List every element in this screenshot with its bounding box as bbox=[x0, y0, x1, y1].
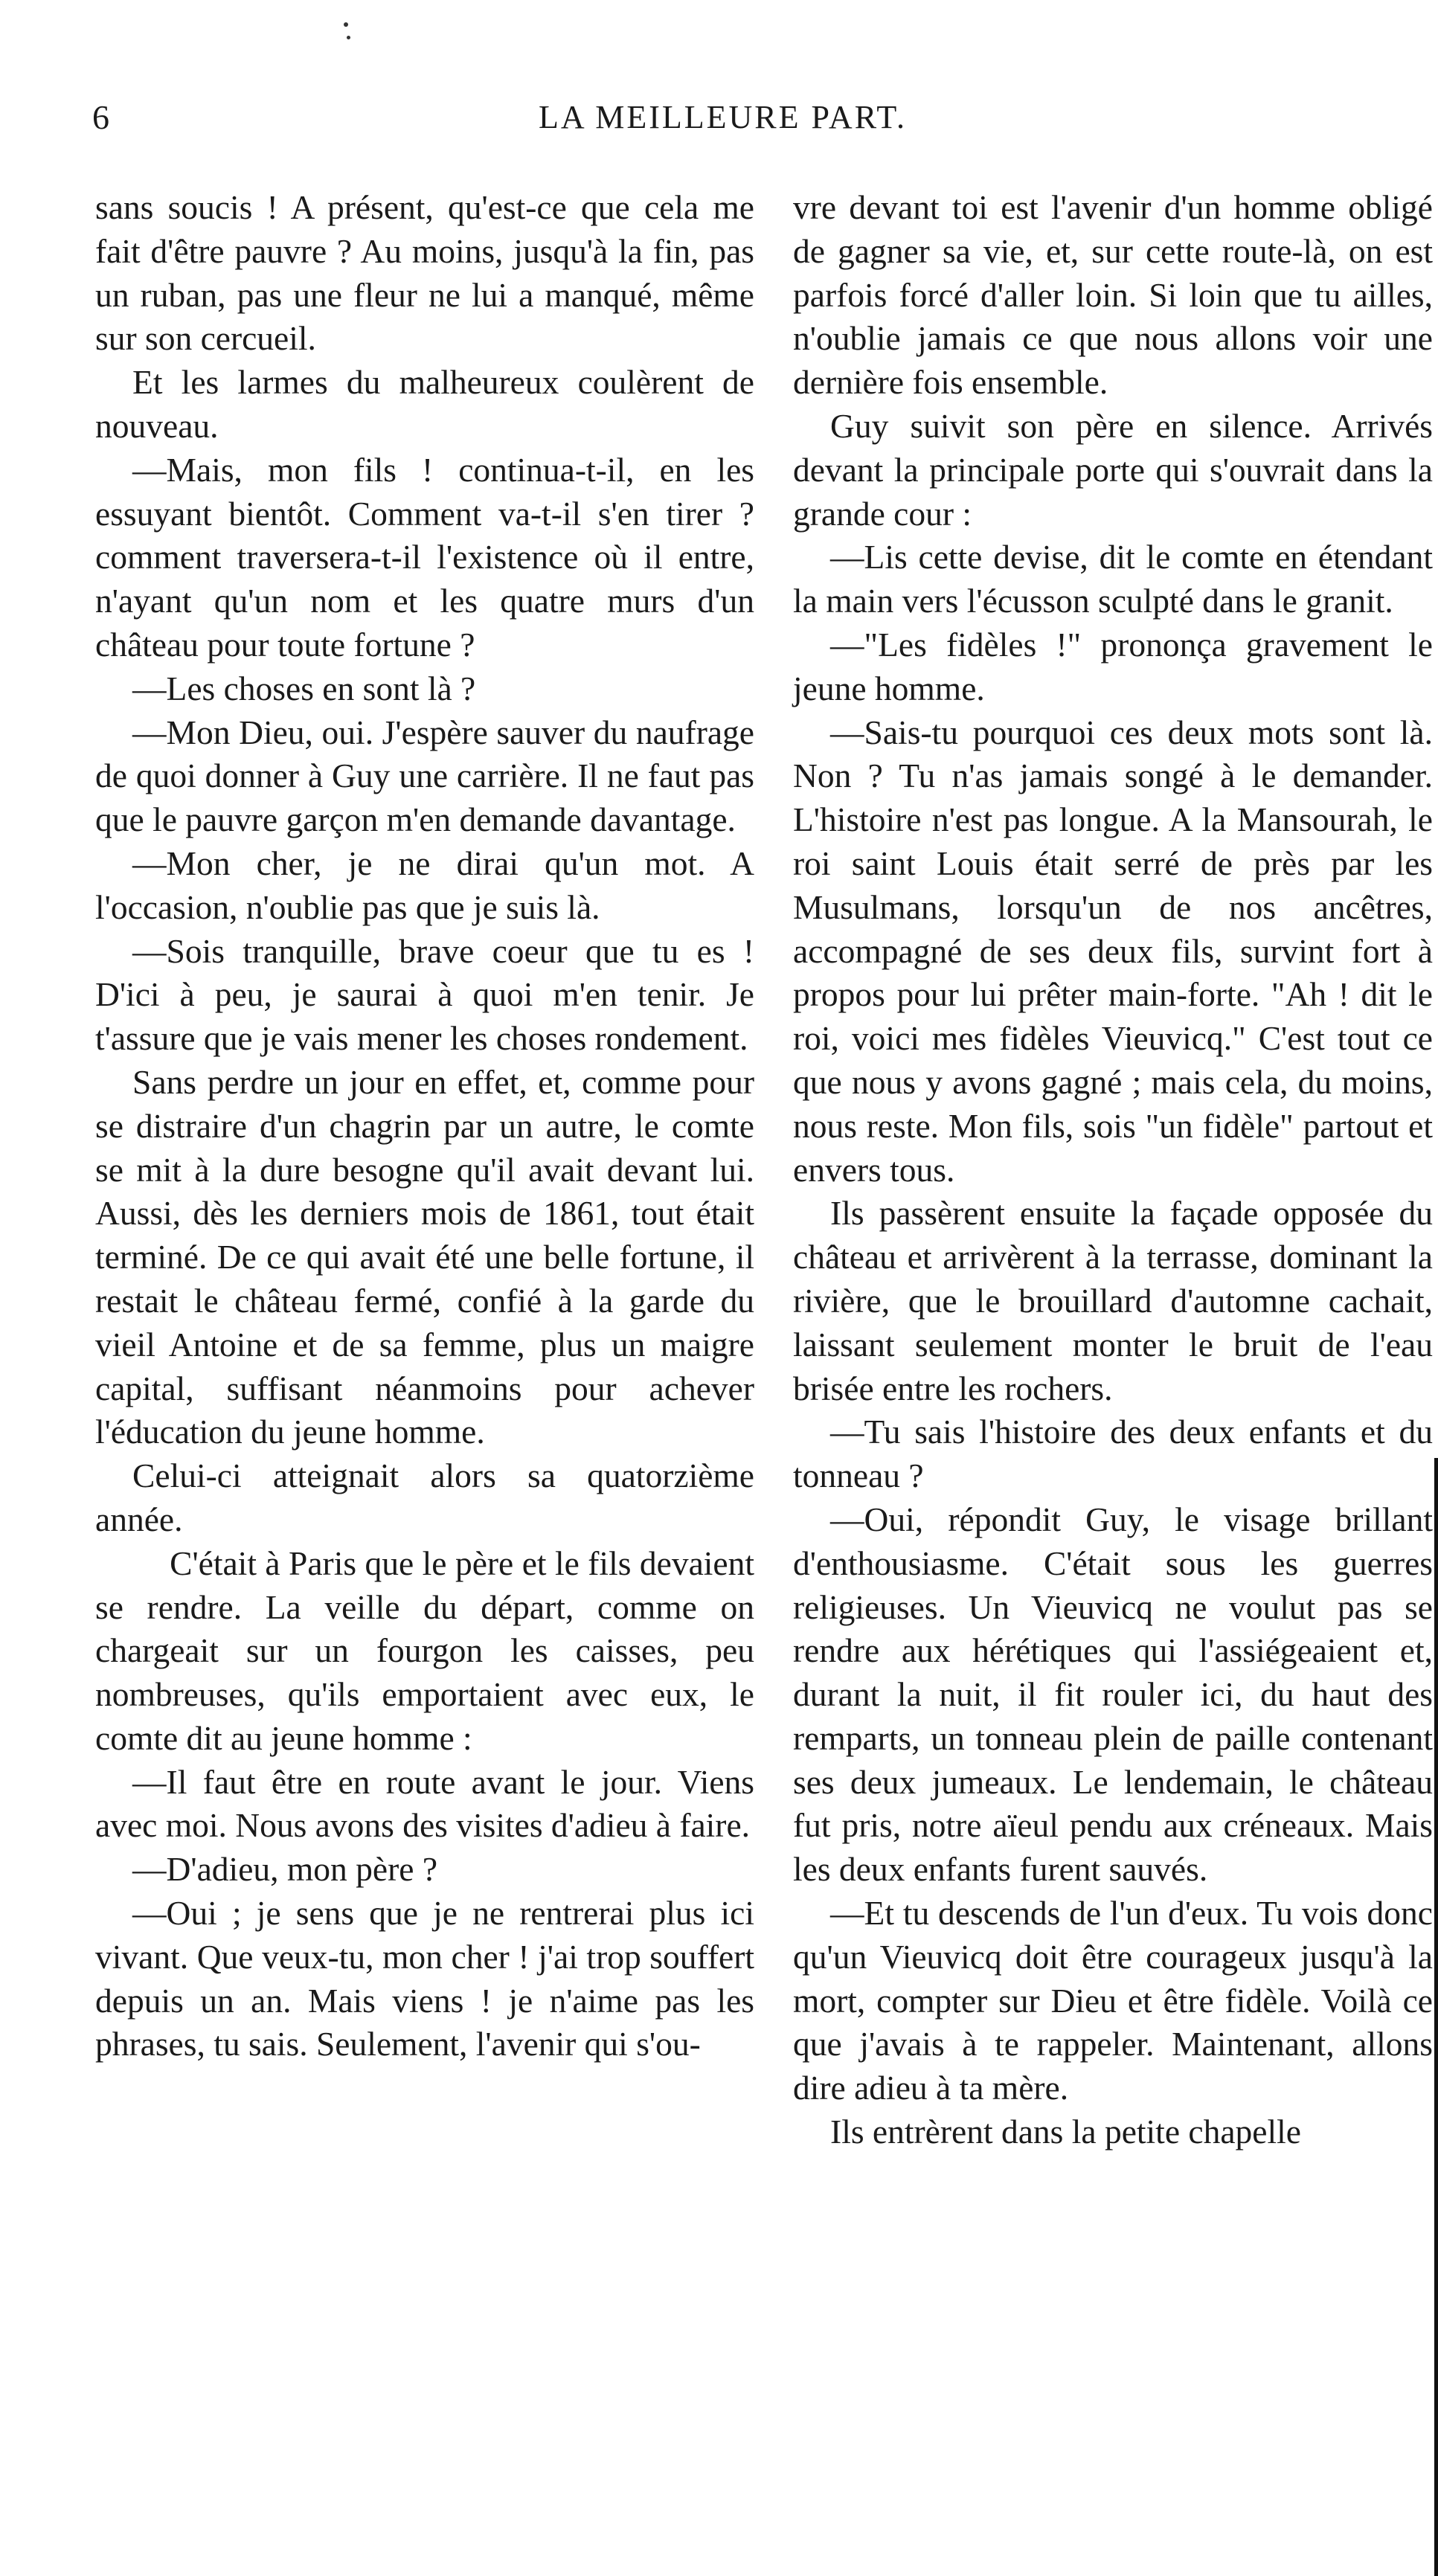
paragraph: —Mais, mon fils ! continua-t-il, en les essuyant bientôt. Comment va-t-il s'en tirer ? comment traversera-t-il l'existence où il entre, n'ayant qu'un nom et les quatre murs d'un château pour toute fortune ? bbox=[95, 450, 754, 664]
paragraph: —Oui ; je sens que je ne rentrerai plus ici vivant. Que veux-tu, mon cher ! j'ai trop souffert depuis un an. Mais viens ! je n'aime pas les phrases, tu sais. Seulement, l'avenir qui s'ou- bbox=[95, 1894, 754, 2063]
paragraph: —Sais-tu pourquoi ces deux mots sont là. Non ? Tu n'as jamais songé à le demander. L'histoire n'est pas longue. A la Mansourah, le roi saint Louis était serré de près par les Musulmans, lorsqu'un de nos ancêtres, accompagné de ses deux fils, survint fort à propos pour lui prêter main-forte. "Ah ! dit le roi, voici mes fidèles Vieuvicq." C'est tout ce que nous y avons gagné ; mais cela, du moins, nous reste. Mon fils, sois "un fidèle" partout et envers tous. bbox=[793, 713, 1433, 1189]
paragraph: Guy suivit son père en silence. Arrivés devant la principale porte qui s'ouvrait dans la grande cour : bbox=[793, 406, 1433, 533]
paragraph: —Il faut être en route avant le jour. Viens avec moi. Nous avons des visites d'adieu à faire. bbox=[95, 1762, 754, 1845]
paragraph: Ils passèrent ensuite la façade opposée du château et arrivèrent à la terrasse, dominant la rivière, que le brouillard d'automne cachait, laissant seulement monter le bruit de l'eau brisée entre les rochers. bbox=[793, 1194, 1433, 1407]
paragraph: —Tu sais l'histoire des deux enfants et du tonneau ? bbox=[793, 1413, 1433, 1495]
paragraph: Et les larmes du malheureux coulèrent de nouveau. bbox=[95, 363, 754, 445]
paragraph: C'était à Paris que le père et le fils devaient se rendre. La veille du départ, comme on chargeait sur un fourgon les caisses, peu nombreuses, qu'ils emportaient avec eux, le comte dit au jeune homme : bbox=[95, 1544, 754, 1757]
page-number: 6 bbox=[92, 98, 109, 136]
print-speck bbox=[347, 36, 350, 39]
paragraph: —Et tu descends de l'un d'eux. Tu vois donc qu'un Vieuvicq doit être courageux jusqu'à la mort, compter sur Dieu et être fidèle. Voilà ce que j'avais à te rappeler. Maintenant, allons dire adieu à ta mère. bbox=[793, 1894, 1433, 2107]
paragraph: Sans perdre un jour en effet, et, comme pour se distraire d'un chagrin par un autre, le comte se mit à la dure besogne qu'il avait devant lui. Aussi, dès les derniers mois de 1861, tout était terminé. De ce qui avait été une belle fortune, il restait le château fermé, confié à la garde du vieil Antoine et de sa femme, plus un maigre capital, suffisant néanmoins pour achever l'éducation du jeune homme. bbox=[95, 1062, 754, 1451]
right-column bbox=[793, 186, 1433, 2154]
paragraph: —Mon Dieu, oui. J'espère sauver du naufrage de quoi donner à Guy une carrière. Il ne faut pas que le pauvre garçon m'en demande davantage. bbox=[95, 713, 754, 839]
paragraph: Ils entrèrent dans la petite chapelle bbox=[830, 2113, 1301, 2151]
running-title: LA MEILLEURE PART. bbox=[538, 99, 908, 135]
scan-edge-shadow bbox=[1434, 1458, 1438, 2576]
running-head bbox=[82, 95, 1364, 140]
print-speck bbox=[344, 22, 348, 27]
paragraph: vre devant toi est l'avenir d'un homme obligé de gagner sa vie, et, sur cette route-là, on est parfois forcé d'aller loin. Si loin que tu ailles, n'oublie jamais ce que nous allons voir une dernière fois ensemble. bbox=[793, 188, 1433, 402]
paragraph: —Lis cette devise, dit le comte en étendant la main vers l'écusson sculpté dans le granit. bbox=[793, 538, 1433, 620]
left-column bbox=[95, 186, 754, 2066]
paragraph: —D'adieu, mon père ? bbox=[132, 1850, 438, 1889]
paragraph: —Sois tranquille, brave coeur que tu es ! D'ici à peu, je saurai à quoi m'en tenir. Je t'assure que je vais mener les choses rondement. bbox=[95, 931, 754, 1058]
paragraph: —Les choses en sont là ? bbox=[132, 669, 476, 707]
paragraph: —"Les fidèles !" prononça gravement le jeune homme. bbox=[793, 625, 1433, 707]
paragraph: —Mon cher, je ne dirai qu'un mot. A l'occasion, n'oublie pas que je suis là. bbox=[95, 844, 754, 926]
paragraph: —Oui, répondit Guy, le visage brillant d'enthousiasme. C'était sous les guerres religieuses. Un Vieuvicq ne voulut pas se rendre aux hérétiques qui l'assiégeaient et, durant la nuit, il fit rouler ici, du haut des remparts, un tonneau plein de paille contenant ses deux jumeaux. Le lendemain, le château fut pris, notre aïeul pendu aux créneaux. Mais les deux enfants furent sauvés. bbox=[793, 1500, 1433, 1889]
paragraph: sans soucis ! A présent, qu'est-ce que cela me fait d'être pauvre ? Au moins, jusqu'à la fin, pas un ruban, pas une fleur ne lui a manqué, même sur son cercueil. bbox=[95, 188, 754, 358]
paragraph: Celui-ci atteignait alors sa quatorzième année. bbox=[95, 1456, 754, 1538]
